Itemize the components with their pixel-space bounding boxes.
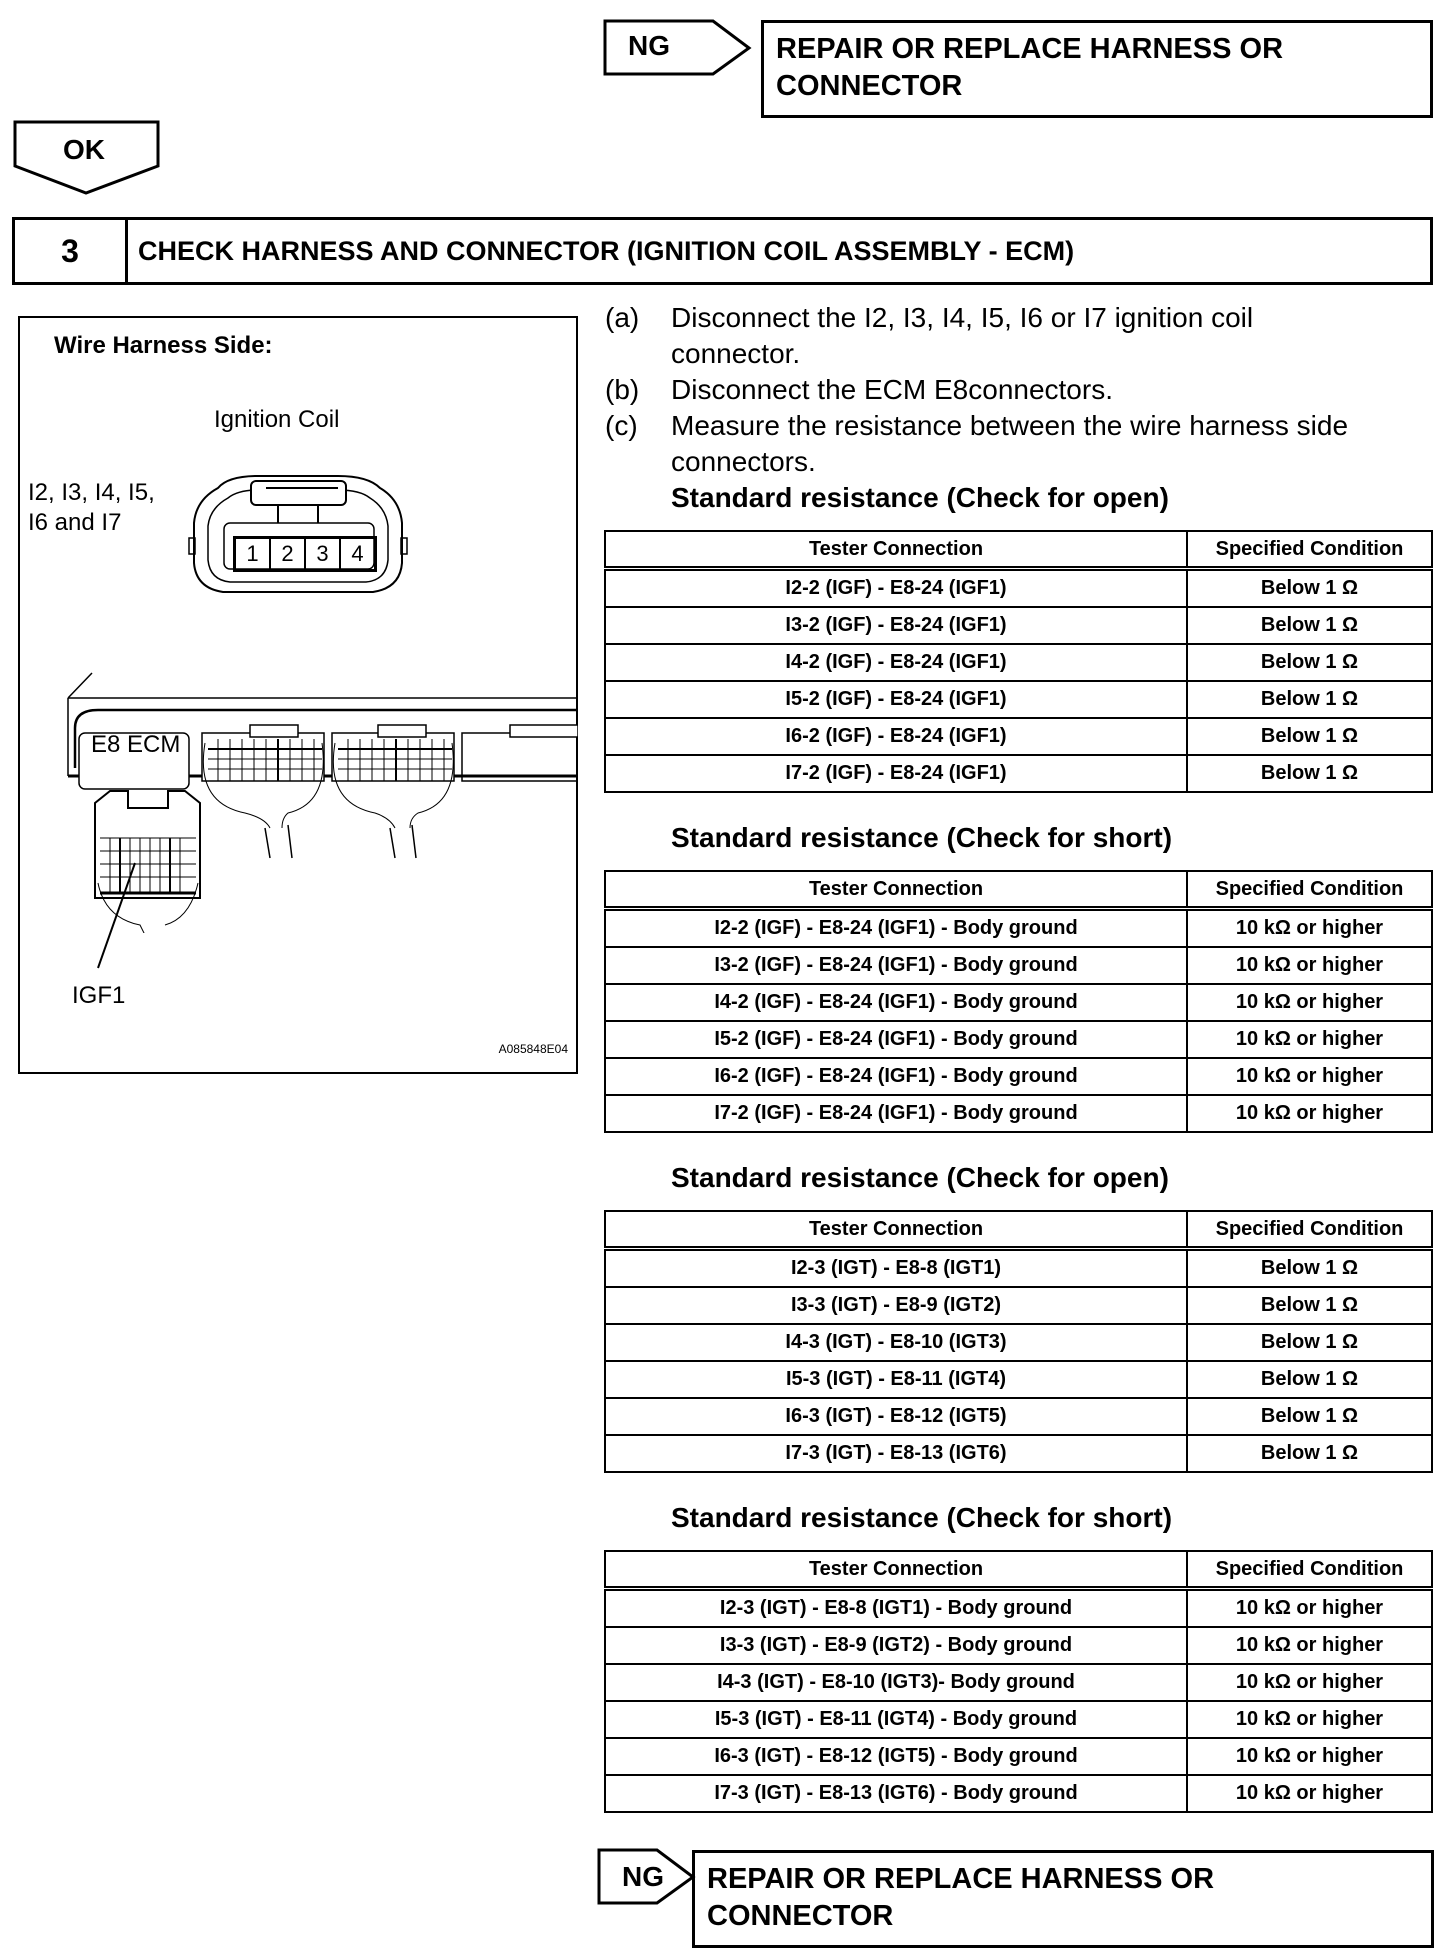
table-row	[605, 1738, 1432, 1775]
igf1-label: IGF1	[72, 982, 126, 1009]
table-row	[605, 1287, 1432, 1324]
connector-ids-label	[28, 478, 155, 538]
condition-cell: 10 kΩ or higher	[1187, 909, 1432, 948]
table-row	[605, 569, 1432, 608]
ng-label: NG	[622, 1861, 664, 1892]
header-specified-condition: Specified Condition	[1187, 871, 1432, 909]
tester-connection-cell: I3-2 (IGF) - E8-24 (IGF1)	[605, 607, 1187, 644]
instruction-label: (a)	[605, 302, 640, 333]
figure-code: A085848E04	[498, 1042, 568, 1056]
tester-connection-cell: I6-2 (IGF) - E8-24 (IGF1)	[605, 718, 1187, 755]
condition-cell: 10 kΩ or higher	[1187, 1775, 1432, 1812]
tester-connection-cell: I2-3 (IGT) - E8-8 (IGT1)	[605, 1249, 1187, 1288]
header-specified-condition: Specified Condition	[1187, 1551, 1432, 1589]
condition-cell: 10 kΩ or higher	[1187, 1664, 1432, 1701]
tester-connection-cell: I2-2 (IGF) - E8-24 (IGF1)	[605, 569, 1187, 608]
resistance-table-igt-open	[604, 1210, 1433, 1473]
wire-harness-diagram	[18, 316, 578, 1074]
instruction-line: Disconnect the ECM E8connectors.	[671, 374, 1113, 405]
table-row	[605, 1361, 1432, 1398]
condition-cell: 10 kΩ or higher	[1187, 1738, 1432, 1775]
pin-1: 1	[236, 539, 271, 569]
tester-connection-cell: I4-3 (IGT) - E8-10 (IGT3)	[605, 1324, 1187, 1361]
table-row	[605, 1398, 1432, 1435]
resistance-table-igf-open	[604, 530, 1433, 793]
condition-cell: 10 kΩ or higher	[1187, 1701, 1432, 1738]
condition-cell: Below 1 Ω	[1187, 644, 1432, 681]
ng-arrow-right-icon	[603, 19, 753, 77]
condition-cell: 10 kΩ or higher	[1187, 1058, 1432, 1095]
tester-connection-cell: I3-3 (IGT) - E8-9 (IGT2)	[605, 1287, 1187, 1324]
condition-cell: Below 1 Ω	[1187, 1398, 1432, 1435]
pin-3: 3	[306, 539, 341, 569]
condition-cell: Below 1 Ω	[1187, 1287, 1432, 1324]
tester-connection-cell: I3-2 (IGF) - E8-24 (IGF1) - Body ground	[605, 947, 1187, 984]
instruction-line: Disconnect the I2, I3, I4, I5, I6 or I7 ignition coil	[671, 302, 1254, 333]
table-row	[605, 984, 1432, 1021]
condition-cell: Below 1 Ω	[1187, 755, 1432, 792]
condition-cell: 10 kΩ or higher	[1187, 984, 1432, 1021]
table-row	[605, 1589, 1432, 1628]
tester-connection-cell: I3-3 (IGT) - E8-9 (IGT2) - Body ground	[605, 1627, 1187, 1664]
resistance-table-igt-short	[604, 1550, 1433, 1813]
header-tester-connection: Tester Connection	[605, 1211, 1187, 1249]
ng-label: NG	[628, 30, 670, 61]
table-row	[605, 718, 1432, 755]
table-row	[605, 607, 1432, 644]
table-header-row	[605, 1551, 1432, 1589]
table-row	[605, 947, 1432, 984]
instruction-line: connectors.	[671, 446, 816, 477]
table-header-row	[605, 1211, 1432, 1249]
table-header-row	[605, 871, 1432, 909]
pin-2: 2	[271, 539, 306, 569]
table-title: Standard resistance (Check for open)	[671, 482, 1169, 513]
pin-4: 4	[351, 541, 364, 566]
condition-cell: Below 1 Ω	[1187, 1324, 1432, 1361]
condition-cell: 10 kΩ or higher	[1187, 947, 1432, 984]
header-tester-connection: Tester Connection	[605, 1551, 1187, 1589]
ignition-coil-connector-icon	[188, 468, 410, 598]
tester-connection-cell: I6-3 (IGT) - E8-12 (IGT5)	[605, 1398, 1187, 1435]
condition-cell: 10 kΩ or higher	[1187, 1021, 1432, 1058]
tester-connection-cell: I7-2 (IGF) - E8-24 (IGF1) - Body ground	[605, 1095, 1187, 1132]
table-row	[605, 909, 1432, 948]
header-specified-condition: Specified Condition	[1187, 531, 1432, 569]
resistance-table-igf-short	[604, 870, 1433, 1133]
condition-cell: Below 1 Ω	[1187, 607, 1432, 644]
instruction-line: connector.	[671, 338, 801, 369]
result-line-1: REPAIR OR REPLACE HARNESS OR	[776, 33, 1284, 65]
igf1-leader-line-icon	[90, 858, 150, 978]
table-row	[605, 755, 1432, 792]
connector-ids-line-1: I2, I3, I4, I5,	[28, 479, 155, 506]
table-row	[605, 1701, 1432, 1738]
tester-connection-cell: I6-2 (IGF) - E8-24 (IGF1) - Body ground	[605, 1058, 1187, 1095]
condition-cell: Below 1 Ω	[1187, 1249, 1432, 1288]
condition-cell: 10 kΩ or higher	[1187, 1627, 1432, 1664]
condition-cell: Below 1 Ω	[1187, 1361, 1432, 1398]
connector-pins	[233, 536, 377, 572]
ok-label: OK	[63, 134, 105, 165]
tester-connection-cell: I5-3 (IGT) - E8-11 (IGT4) - Body ground	[605, 1701, 1187, 1738]
tester-connection-cell: I5-2 (IGF) - E8-24 (IGF1)	[605, 681, 1187, 718]
tester-connection-cell: I7-2 (IGF) - E8-24 (IGF1)	[605, 755, 1187, 792]
header-tester-connection: Tester Connection	[605, 871, 1187, 909]
tester-connection-cell: I6-3 (IGT) - E8-12 (IGT5) - Body ground	[605, 1738, 1187, 1775]
tester-connection-cell: I2-2 (IGF) - E8-24 (IGF1) - Body ground	[605, 909, 1187, 948]
condition-cell: Below 1 Ω	[1187, 569, 1432, 608]
step-number: 3	[15, 220, 128, 282]
condition-cell: 10 kΩ or higher	[1187, 1589, 1432, 1628]
condition-cell: Below 1 Ω	[1187, 681, 1432, 718]
repair-result-box	[761, 20, 1433, 118]
tester-connection-cell: I7-3 (IGT) - E8-13 (IGT6)	[605, 1435, 1187, 1472]
connector-ids-line-2: I6 and I7	[28, 509, 122, 536]
header-specified-condition: Specified Condition	[1187, 1211, 1432, 1249]
table-title: Standard resistance (Check for open)	[671, 1162, 1169, 1193]
result-line-2: CONNECTOR	[776, 70, 963, 102]
table-row	[605, 681, 1432, 718]
table-row	[605, 1249, 1432, 1288]
tester-connection-cell: I4-2 (IGF) - E8-24 (IGF1)	[605, 644, 1187, 681]
table-row	[605, 1095, 1432, 1132]
repair-result-box	[692, 1850, 1434, 1948]
header-tester-connection: Tester Connection	[605, 531, 1187, 569]
condition-cell: Below 1 Ω	[1187, 718, 1432, 755]
table-row	[605, 1324, 1432, 1361]
table-row	[605, 1435, 1432, 1472]
condition-cell: Below 1 Ω	[1187, 1435, 1432, 1472]
table-title: Standard resistance (Check for short)	[671, 1502, 1173, 1533]
ecm-label: E8 ECM	[91, 731, 181, 758]
diagram-heading: Wire Harness Side:	[54, 332, 273, 359]
table-row	[605, 644, 1432, 681]
condition-cell: 10 kΩ or higher	[1187, 1095, 1432, 1132]
result-line-1: REPAIR OR REPLACE HARNESS OR	[707, 1863, 1215, 1895]
table-title: Standard resistance (Check for short)	[671, 822, 1173, 853]
result-line-2: CONNECTOR	[707, 1900, 894, 1932]
instruction-label: (c)	[605, 410, 638, 441]
table-row	[605, 1775, 1432, 1812]
table-row	[605, 1021, 1432, 1058]
table-header-row	[605, 531, 1432, 569]
table-row	[605, 1664, 1432, 1701]
ignition-coil-label: Ignition Coil	[214, 406, 340, 433]
tester-connection-cell: I4-2 (IGF) - E8-24 (IGF1) - Body ground	[605, 984, 1187, 1021]
tester-connection-cell: I4-3 (IGT) - E8-10 (IGT3)- Body ground	[605, 1664, 1187, 1701]
step-title: CHECK HARNESS AND CONNECTOR (IGNITION COIL ASSEMBLY - ECM)	[138, 235, 1075, 266]
tester-connection-cell: I2-3 (IGT) - E8-8 (IGT1) - Body ground	[605, 1589, 1187, 1628]
tester-connection-cell: I5-2 (IGF) - E8-24 (IGF1) - Body ground	[605, 1021, 1187, 1058]
instruction-line: Measure the resistance between the wire harness side	[671, 410, 1349, 441]
instruction-label: (b)	[605, 374, 640, 405]
table-row	[605, 1627, 1432, 1664]
tester-connection-cell: I5-3 (IGT) - E8-11 (IGT4)	[605, 1361, 1187, 1398]
tester-connection-cell: I7-3 (IGT) - E8-13 (IGT6) - Body ground	[605, 1775, 1187, 1812]
step-header	[12, 217, 1433, 285]
table-row	[605, 1058, 1432, 1095]
